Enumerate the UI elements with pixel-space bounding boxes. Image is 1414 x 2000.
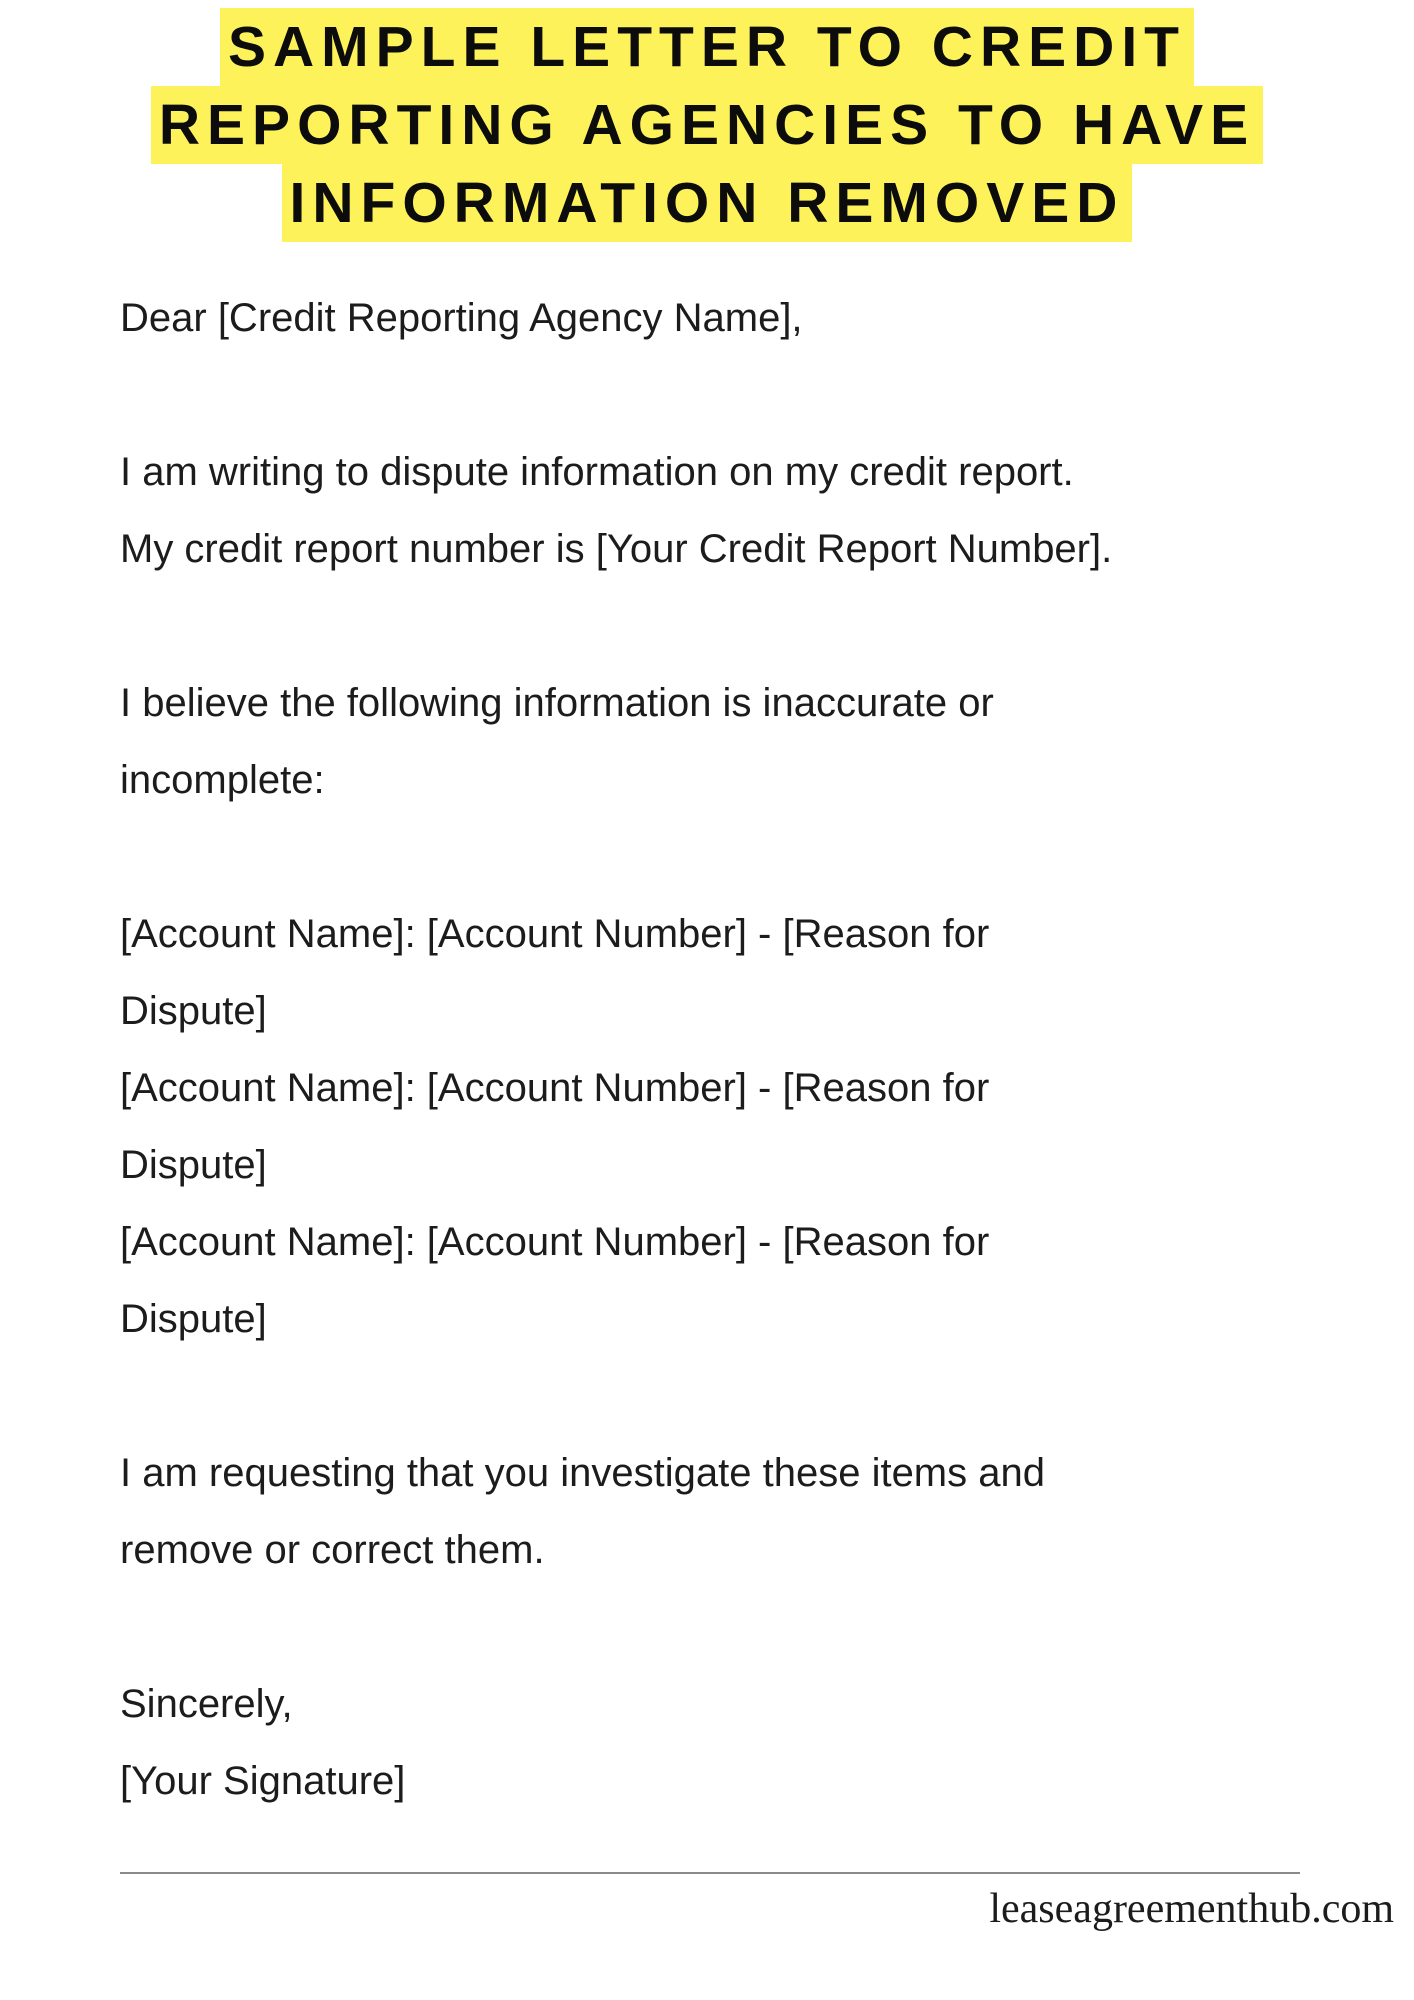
belief-line-2: incomplete: [120,758,325,802]
belief-line-1: I believe the following information is inaccurate or [120,681,994,725]
signature-placeholder: [Your Signature] [120,1759,406,1803]
title-line-3: INFORMATION REMOVED [282,164,1133,242]
document-title [0,8,1414,242]
footer-divider [120,1872,1300,1874]
letter-body [120,280,1360,1820]
paragraph-gap [120,1589,1360,1666]
paragraph-gap [120,588,1360,665]
salutation: Dear [Credit Reporting Agency Name], [120,296,803,340]
website-url: leaseagreementhub.com [989,1886,1394,1932]
request-line-2: remove or correct them. [120,1528,545,1572]
paragraph-gap [120,819,1360,896]
dispute-item-3-line-2: Dispute] [120,1297,267,1341]
intro-line-1: I am writing to dispute information on my credit report. [120,450,1074,494]
dispute-item-1-line-2: Dispute] [120,989,267,1033]
closing: Sincerely, [120,1682,293,1726]
title-line-2: REPORTING AGENCIES TO HAVE [151,86,1263,164]
paragraph-gap [120,357,1360,434]
dispute-item-2-line-1: [Account Name]: [Account Number] - [Reason for [120,1066,990,1110]
title-line-1: SAMPLE LETTER TO CREDIT [220,8,1194,86]
intro-line-2: My credit report number is [Your Credit Report Number]. [120,527,1113,571]
dispute-item-1-line-1: [Account Name]: [Account Number] - [Reason for [120,912,990,956]
request-line-1: I am requesting that you investigate these items and [120,1451,1045,1495]
dispute-item-2-line-2: Dispute] [120,1143,267,1187]
dispute-item-3-line-1: [Account Name]: [Account Number] - [Reason for [120,1220,990,1264]
paragraph-gap [120,1358,1360,1435]
